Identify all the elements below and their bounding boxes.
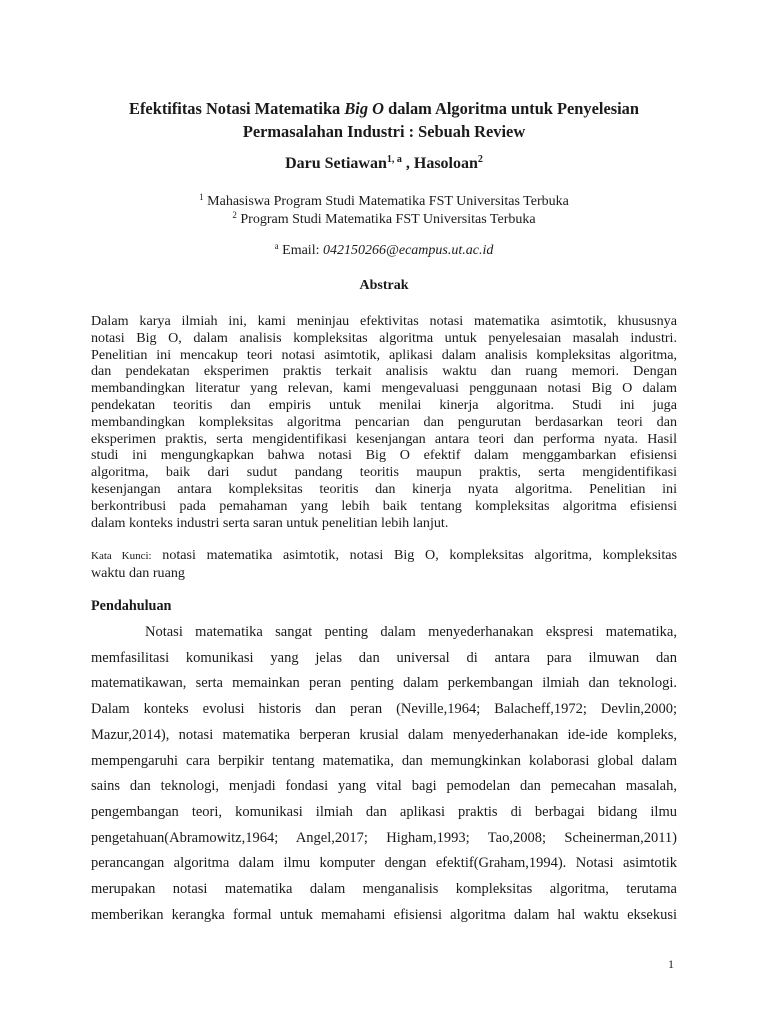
paper-title — [91, 97, 677, 143]
title-line-2: Permasalahan Industri : Sebuah Review — [242, 122, 526, 141]
abstract-line: eksperimen praktis, serta mengidentifikasi kesenjangan antara teori dan performa nyata. Hasil — [91, 430, 677, 447]
title-line-1: Efektifitas Notasi Matematika Big O dalam Algoritma untuk Penyelesian — [129, 99, 639, 118]
body-line: perancangan algoritma dalam ilmu komputer dengan efektif(Graham,1994). Notasi asimtotik — [91, 855, 677, 872]
abstract-body — [91, 313, 677, 531]
title-emphasis: Big O — [344, 99, 384, 118]
keywords-line: Kata Kunci: notasi matematika asimtotik, notasi Big O, kompleksitas algoritma, kompleksitas — [91, 547, 678, 563]
abstract-line: dalam konteks industri serta saran untuk penelitian lebih lanjut. — [91, 514, 449, 531]
author-separator: , — [401, 155, 414, 172]
abstract-line: Dalam karya ilmiah ini, kami meninjau efektivitas notasi matematika asimtotik, khususnya — [91, 313, 677, 329]
keywords-label: Kata Kunci: — [91, 550, 152, 562]
body-line: mempengaruhi cara berpikir tentang matematika, dan memungkinkan kolaborasi global dalam — [91, 752, 677, 769]
abstract-line: algoritma, baik dari sudut pandang teoritis maupun praktis, serta mengidentifikasi — [91, 464, 677, 481]
body-line: pengembangan teori, komunikasi ilmiah dan aplikasi praktis di berbagai bidang ilmu — [91, 803, 677, 820]
abstract-line: studi ini mengungkapkan bahwa notasi Big O efektif dalam menggambarkan efisiensi — [91, 447, 677, 464]
author-name: Hasoloan — [413, 155, 478, 172]
body-line: memberikan kerangka formal untuk memahami efisiensi algoritma dalam hal waktu eksekusi — [91, 906, 677, 923]
author-name: Daru Setiawan — [285, 155, 387, 172]
affiliations — [91, 193, 677, 229]
abstract-line: Penelitian ini mencakup teori notasi asimtotik, aplikasi dalam analisis kompleksitas algoritma, — [91, 346, 677, 363]
body-line: memfasilitasi komunikasi yang jelas dan universal di antara para ilmuwan dan — [91, 649, 677, 666]
keywords — [91, 547, 677, 582]
author-superscript: 2 — [477, 154, 483, 165]
body-line: merupakan notasi matematika dalam menganalisis kompleksitas algoritma, terutama — [91, 881, 677, 898]
affiliation-line: $^2$ Program Studi Matematika FST Universitas Terbuka — [232, 210, 536, 227]
keywords-line: waktu dan ruang — [91, 565, 185, 581]
affiliation-line: $^1$ Mahasiswa Program Studi Matematika FST Universitas Terbuka — [199, 192, 569, 209]
abstract-heading: Abstrak — [359, 278, 409, 293]
email-label: Email: — [278, 243, 323, 258]
body-line: pengetahuan(Abramowitz,1964; Angel,2017; Higham,1993; Tao,2008; Scheinerman,2011) — [91, 829, 677, 846]
abstract-line: membandingkan literatur yang relevan, kami mengevaluasi penggunaan notasi Big O dalam — [91, 380, 677, 397]
abstract-line: kesenjangan antara kompleksitas teoritis dan kinerja nyata algoritma. Penelitian ini — [91, 480, 677, 497]
body-line: Notasi matematika sangat penting dalam menyederhanakan ekspresi matematika, — [145, 624, 677, 640]
abstract-line: membandingkan kompleksitas algoritma pencarian dan pengurutan berdasarkan teori dan — [91, 413, 677, 430]
introduction-body — [91, 620, 677, 928]
body-line: matematikawan, serta memainkan peran penting dalam perkembangan ilmiah dan teknologi. — [91, 675, 677, 692]
author-superscript: 1, a — [386, 154, 402, 165]
page-number: 1 — [668, 957, 674, 971]
email-line — [91, 242, 677, 260]
abstract-line: pendekatan teoritis dan empiris untuk menilai kinerja algoritma. Studi ini juga — [91, 396, 677, 413]
body-line: Dalam konteks evolusi historis dan peran (Neville,1964; Balacheff,1972; Devlin,2000; — [91, 701, 677, 718]
author-list — [91, 154, 677, 174]
body-line: sains dan teknologi, menjadi fondasi yang vital bagi pemodelan dan pemecahan masalah, — [91, 778, 677, 795]
email-address[interactable]: 042150266@ecampus.ut.ac.id — [322, 243, 494, 258]
abstract-line: berkontribusi pada pemahaman yang lebih baik tentang kompleksitas algoritma efisiensi — [91, 497, 677, 514]
section-heading-introduction: Pendahuluan — [91, 598, 172, 614]
abstract-line: notasi Big O, dalam analisis kompleksitas algoritma untuk penyelesaian masalah industri. — [91, 329, 677, 346]
abstract-line: dan pendekatan eksperimen praktis terkait analisis waktu dan ruang memori. Dengan — [91, 363, 677, 380]
email-superscript: a — [274, 241, 279, 251]
body-line: Mazur,2014), notasi matematika berperan krusial dalam menyederhanakan ide-ide kompleks, — [91, 726, 677, 743]
